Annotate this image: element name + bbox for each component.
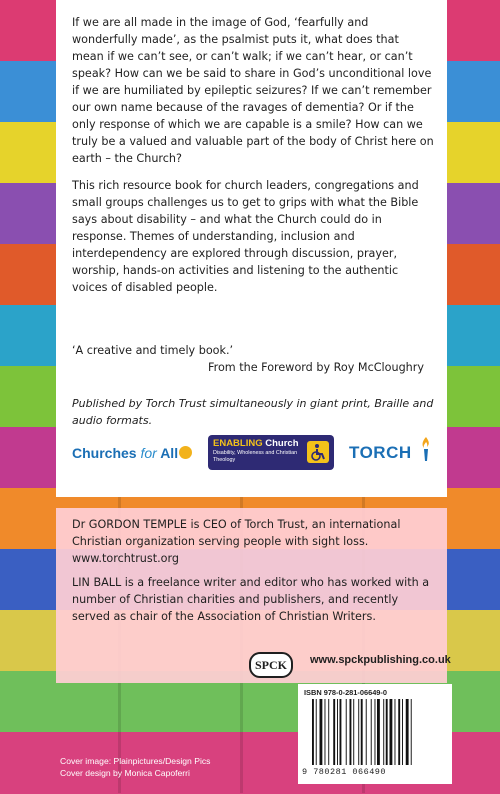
barcode-bar xyxy=(358,699,359,765)
logo-word-all: All xyxy=(160,445,179,461)
barcode-bar xyxy=(361,699,363,765)
quote-source: From the Foreword by Roy McCloughry xyxy=(207,361,424,374)
barcode-bar xyxy=(316,699,317,765)
author-bio-panel xyxy=(56,508,451,683)
barcode-bar xyxy=(406,699,409,765)
barcode-bar xyxy=(337,699,338,765)
blurb-paragraph-1: If we are all made in the image of God, ‘fearfully and wonderfully made’, as the psalmist puts it, what does that mean if we can’t see, or can’t walk; if we can’t hear, or can’t speak? How can we be said to share in God’s unconditional love if we are humiliated by epileptic seizures? If we can’t remember our own name because of the ravages of dementia? Or if the only response of which we are capable is a smile? How can we truly be a valued and valuable part of the body of Christ here on earth – the Church? xyxy=(72,16,434,165)
barcode-bar xyxy=(402,699,403,765)
barcode-bar xyxy=(320,699,323,765)
torch-flame-icon xyxy=(420,436,432,462)
churches-for-all-logo xyxy=(72,445,192,461)
bio-lin-ball: LIN BALL is a freelance writer and editor who has worked with a number of Christian charities and publishers, and recently served as chair of the Association of Christian Writers. xyxy=(72,576,430,623)
barcode xyxy=(312,699,442,765)
barcode-bar xyxy=(350,699,352,765)
barcode-bar xyxy=(333,699,335,765)
barcode-bar xyxy=(366,699,367,765)
credit-design: Cover design by Monica Capoferri xyxy=(60,768,190,778)
spck-logo: SPCK xyxy=(249,652,293,678)
enabling-church-tagline: Disability, Wholeness and Christian Theology xyxy=(213,450,298,463)
enabling-church-logo xyxy=(208,435,334,470)
logo-word-churches: Churches xyxy=(72,445,137,461)
cover-credits xyxy=(60,755,210,779)
barcode-digits: 9 780281 066490 xyxy=(302,767,387,777)
barcode-bar xyxy=(375,699,376,765)
barcode-bar xyxy=(340,699,342,765)
church-word: Church xyxy=(265,438,299,449)
barcode-bar xyxy=(371,699,372,765)
barcode-bar xyxy=(386,699,388,765)
globe-icon xyxy=(179,446,192,459)
blurb-paragraph-2: This rich resource book for church leaders, congregations and small groups challenges us to get to grips with what the Bible says about disability – and what the Church could do in response. Themes of understanding, inclusion and interdependency are explored through discussion, prayer, worship, hands-on activities and listening to the authentic voices of disabled people. xyxy=(72,179,419,294)
enabling-church-name xyxy=(213,438,299,449)
blurb-panel xyxy=(56,0,447,497)
logo-word-for: for xyxy=(140,445,157,461)
bio-gordon-temple: Dr GORDON TEMPLE is CEO of Torch Trust, an international Christian organization serving people with sight loss. www.torchtrust.org xyxy=(72,518,401,565)
barcode-bar xyxy=(377,699,380,765)
barcode-bar xyxy=(395,699,396,765)
barcode-bar xyxy=(390,699,393,765)
publisher-url: www.spckpublishing.co.uk xyxy=(310,654,451,666)
barcode-bar xyxy=(328,699,329,765)
barcode-bar xyxy=(325,699,326,765)
partner-logos xyxy=(56,432,447,472)
torch-logo: TORCH xyxy=(349,443,412,462)
barcode-bar xyxy=(346,699,347,765)
quote-text: ‘A creative and timely book.’ xyxy=(72,344,234,357)
publish-note: Published by Torch Trust simultaneously in giant print, Braille and audio formats. xyxy=(72,397,434,427)
wheelchair-icon xyxy=(307,441,329,463)
barcode-bar xyxy=(312,699,314,765)
isbn-text: ISBN 978-0-281-06649-0 xyxy=(304,688,387,697)
barcode-bar xyxy=(383,699,384,765)
blurb xyxy=(72,14,434,306)
foreword-quote xyxy=(72,342,434,376)
credit-image: Cover image: Plainpictures/Design Pics xyxy=(60,756,211,766)
enabling-word: ENABLING xyxy=(213,438,263,449)
barcode-bar xyxy=(398,699,400,765)
barcode-bar xyxy=(353,699,354,765)
barcode-bar xyxy=(411,699,412,765)
barcode-box xyxy=(298,684,452,784)
